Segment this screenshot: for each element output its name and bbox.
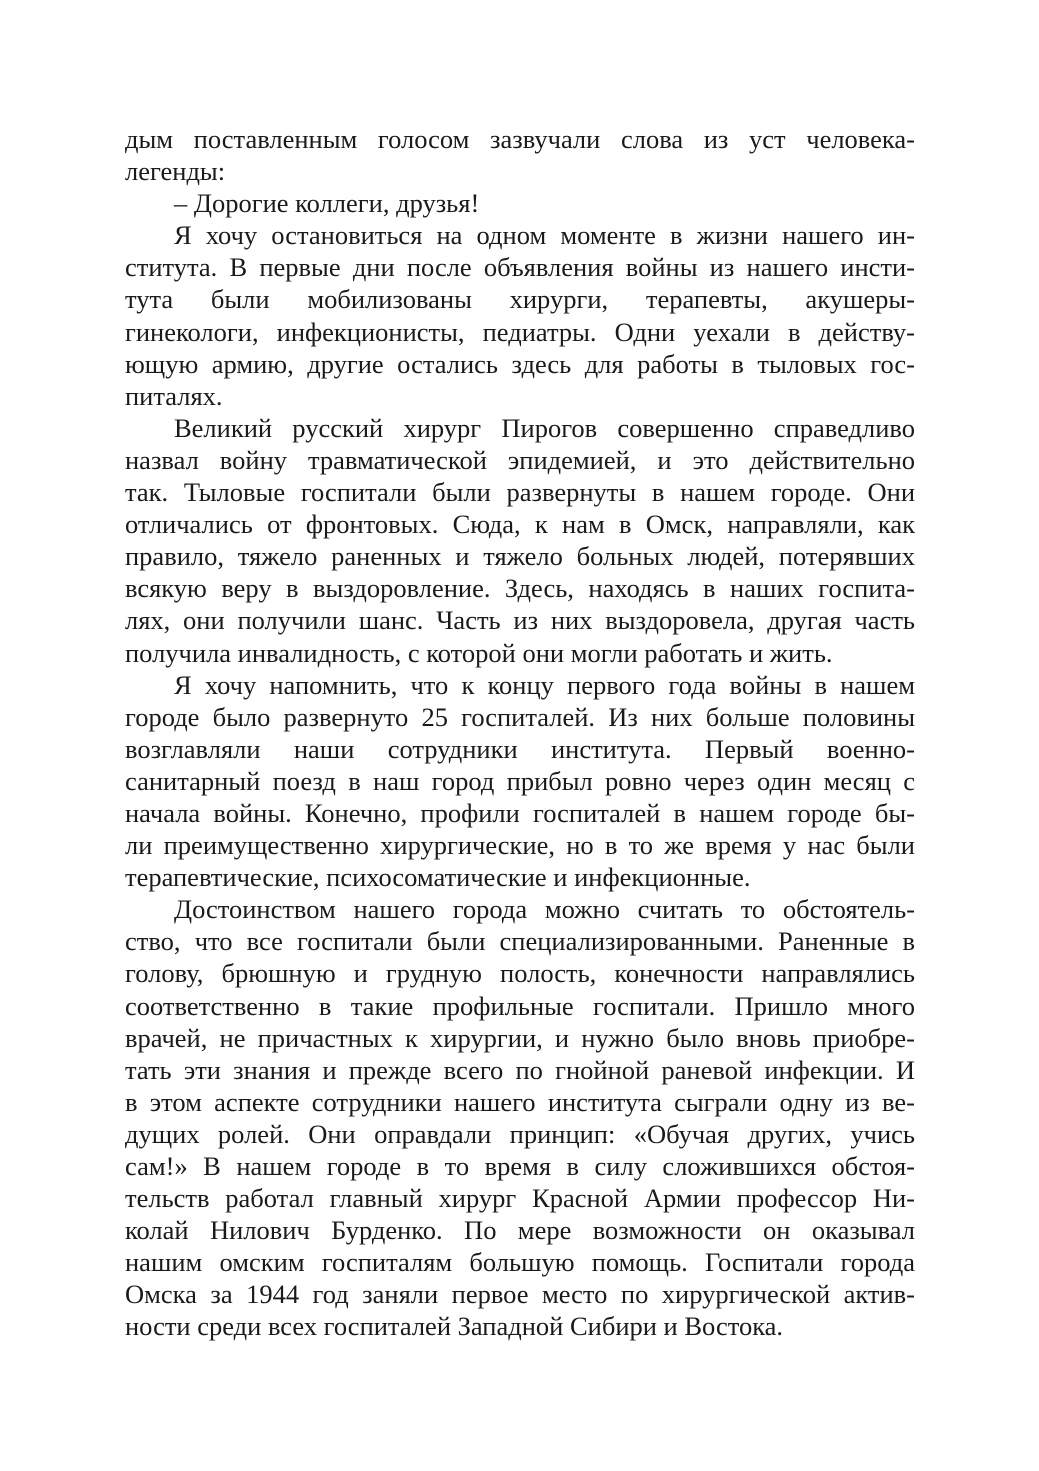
text-line: сам!» В нашем городе в то время в силу сложившихся обстоя- xyxy=(125,1151,915,1181)
text-line: правило, тяжело раненных и тяжело больных людей, потерявших xyxy=(125,541,915,572)
text-line: соответственно в такие профильные госпитали. Пришло много xyxy=(125,990,915,1021)
paragraph xyxy=(125,123,915,187)
text-line: терапевтические, психосоматические и инфекционные. xyxy=(125,862,751,893)
text-line: Омска за 1944 год заняли первое место по хирургической актив- xyxy=(125,1279,915,1310)
text-line: лях, они получили шанс. Часть из них выздоровела, другая часть xyxy=(125,605,915,636)
text-line: начала войны. Конечно, профили госпиталей в нашем городе бы- xyxy=(125,797,915,828)
text-line: тать эти знания и прежде всего по гнойной раневой инфекции. И xyxy=(125,1054,915,1085)
text-line: Я хочу напомнить, что к концу первого года войны в нашем xyxy=(174,669,915,700)
paragraph xyxy=(125,412,915,669)
text-line: – Дорогие коллеги, друзья! xyxy=(174,188,480,219)
text-line: возглавляли наши сотрудники института. Первый военно- xyxy=(125,733,915,764)
text-line: ститута. В первые дни после объявления войны из нашего инсти- xyxy=(125,252,915,283)
text-line: получила инвалидность, с которой они могли работать и жить. xyxy=(125,637,833,668)
paragraph xyxy=(125,187,915,219)
page-body xyxy=(125,123,915,1343)
text-line: дым поставленным голосом зазвучали слова из уст человека- xyxy=(125,124,915,154)
text-line: нашим омским госпиталям большую помощь. Госпитали города xyxy=(125,1247,915,1278)
text-line: ство, что все госпитали были специализированными. Раненные в xyxy=(125,926,915,957)
text-line: тельств работал главный хирург Красной Армии профессор Ни- xyxy=(125,1183,915,1214)
text-line: врачей, не причастных к хирургии, и нужно было вновь приобре- xyxy=(125,1022,915,1053)
text-line: так. Тыловые госпитали были развернуты в нашем городе. Они xyxy=(125,477,915,508)
text-line: Достоинством нашего города можно считать то обстоятель- xyxy=(174,894,915,925)
text-line: ности среди всех госпиталей Западной Сибири и Востока. xyxy=(125,1311,784,1342)
text-line: всякую веру в выздоровление. Здесь, находясь в наших госпита- xyxy=(125,573,915,604)
text-line: колай Нилович Бурденко. По мере возможности он оказывал xyxy=(125,1215,915,1246)
text-line: гинекологи, инфекционисты, педиатры. Одни уехали в действу- xyxy=(125,316,915,347)
text-line: голову, брюшную и грудную полость, конечности направлялись xyxy=(125,958,915,989)
text-line: Великий русский хирург Пирогов совершенно справедливо xyxy=(174,412,915,443)
text-line: дущих ролей. Они оправдали принцип: «Обучая других, учись xyxy=(125,1118,915,1149)
text-line: отличались от фронтовых. Сюда, к нам в Омск, направляли, как xyxy=(125,509,915,540)
text-line: Я хочу остановиться на одном моменте в жизни нашего ин- xyxy=(174,220,915,251)
text-line: питалях. xyxy=(125,380,223,411)
paragraph xyxy=(125,219,915,412)
paragraph xyxy=(125,669,915,894)
text-line: санитарный поезд в наш город прибыл ровно через один месяц с xyxy=(125,765,915,796)
text-line: ющую армию, другие остались здесь для работы в тыловых гос- xyxy=(125,348,915,379)
text-line: легенды: xyxy=(125,156,226,187)
text-line: тута были мобилизованы хирурги, терапевты, акушеры- xyxy=(125,284,915,315)
paragraph xyxy=(125,893,915,1342)
text-line: городе было развернуто 25 госпиталей. Из них больше половины xyxy=(125,701,915,732)
text-line: ли преимущественно хирургические, но в то же время у нас были xyxy=(125,830,915,861)
text-line: назвал войну травматической эпидемией, и это действительно xyxy=(125,444,915,475)
text-line: в этом аспекте сотрудники нашего института сыграли одну из ве- xyxy=(125,1086,915,1117)
